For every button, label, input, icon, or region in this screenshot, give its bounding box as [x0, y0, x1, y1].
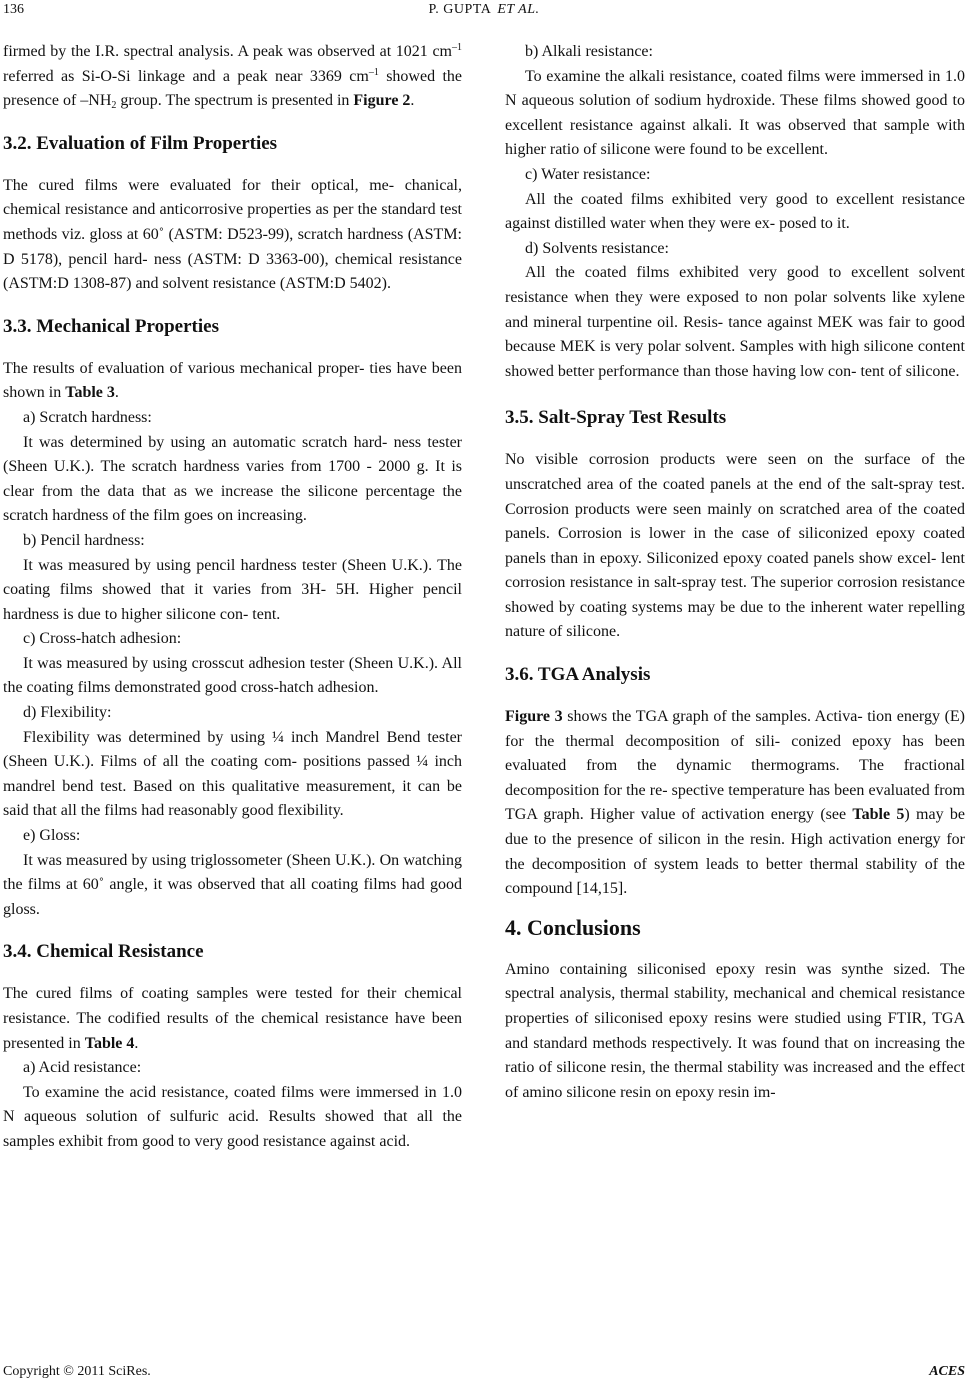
paragraph-flexibility: Flexibility was determined by using ¼ inch Mandrel Bend tester (Sheen U.K.). Films of all the coating com- positions passed ¼ inch mandrel bend test. Based on this qualitative measurement, it can be said that all the films had reasonably good flexibility.: [3, 728, 462, 820]
journal-name: ACES: [929, 1364, 965, 1379]
subheading-flexibility: d) Flexibility:: [23, 704, 112, 722]
section-heading-4: 4. Conclusions: [505, 914, 641, 940]
table-ref: Table 3: [65, 384, 115, 402]
paragraph-water: All the coated films exhibited very good to excellent resistance against distilled water when they were ex- posed to it.: [505, 190, 965, 233]
section-heading-3-5: 3.5. Salt-Spray Test Results: [505, 407, 727, 429]
subheading-scratch: a) Scratch hardness:: [23, 408, 152, 426]
right-column: [505, 40, 965, 1105]
section-heading-3-6: 3.6. TGA Analysis: [505, 664, 651, 686]
subheading-water: c) Water resistance:: [525, 165, 651, 183]
paragraph-film-properties: The cured films were evaluated for their optical, me- chanical, chemical resistance and anticorrosive properties as per the standard test methods viz. gloss at 60˚ (ASTM: D523-99), scratch hardness (ASTM: D 5178), pencil hard- ness (ASTM: D 3363-00), chemical resistance (ASTM:D 1308-87) and solvent resistance (ASTM:D 5402).: [3, 176, 462, 293]
section-heading-3-2: 3.2. Evaluation of Film Properties: [3, 132, 278, 154]
subheading-alkali: b) Alkali resistance:: [525, 43, 653, 60]
paragraph-conclusions: Amino containing siliconised epoxy resin was synthe sized. The spectral analysis, thermal stability, mechanical and chemical resistance properties of siliconised epoxy resins were studied using FTIR, TGA and standard methods respectively. It was found that on increasing the ratio of silicone resin, the thermal stability was increased and the effect of amino silicone resin on epoxy resin im-: [505, 960, 965, 1101]
table-ref: Table 4: [84, 1034, 135, 1052]
paragraph-salt-spray: No visible corrosion products were seen on the surface of the unscratched area of the coated panels at the end of the salt-spray test. Corrosion products were seen mainly on scratched area of the coated panels. Corrosion is lower in the case of siliconized epoxy coated panels than in epoxy. Siliconized epoxy coated panels show excel- lent corrosion resistance in salt-spray test. The superior corrosion resistance showed by coating systems may be due to the inherent water repelling nature of silicone.: [505, 451, 965, 641]
section-heading-3-3: 3.3. Mechanical Properties: [3, 315, 219, 337]
figure-ref: Figure 3: [505, 708, 563, 726]
paragraph-mechanical: The results of evaluation of various mechanical proper- ties have been shown in Table 3.: [3, 359, 462, 402]
subheading-solvents: d) Solvents resistance:: [525, 239, 669, 257]
page-number: 136: [3, 2, 24, 17]
paragraph-tga: Figure 3 shows the TGA graph of the samples. Activa- tion energy (E) for the thermal decomposition of sili- conized epoxy has been evaluated from the dynamic thermograms. The fractional decomposition for the re- spective temperature has been evaluated from TGA graph. Higher value of activation energy (see Table 5) may be due to the presence of silicon in the resin. High activation energy for the decomposition of system leads to better thermal stability of the compound [14,15].: [505, 708, 966, 898]
paragraph-gloss: It was measured by using triglossometer (Sheen U.K.). On watching the films at 60˚ angle, it was observed that all coating films had good gloss.: [3, 851, 462, 918]
paragraph-chemical: The cured films of coating samples were tested for their chemical resistance. The codified results of the chemical resistance have been presented in Table 4.: [3, 985, 462, 1052]
paragraph-solvents: All the coated films exhibited very good to excellent solvent resistance when they were exposed to non polar solvents like xylene and mineral turpentine oil. Resis- tance against MEK was fair to good because MEK is very polar solvent. Samples with high silicone content showed better performance than those having low con- tent of silicone.: [505, 264, 965, 380]
table-ref: Table 5: [852, 806, 905, 824]
running-authors: [0, 2, 968, 18]
subheading-gloss: e) Gloss:: [23, 827, 81, 845]
paragraph-acid: To examine the acid resistance, coated films were immersed in 1.0 N aqueous solution of sulfuric acid. Results showed that all the samples exhibit from good to very good resistance against acid.: [3, 1083, 462, 1150]
intro-paragraph: firmed by the I.R. spectral analysis. A peak was observed at 1021 $cm^{-1}$ referred as Si-O-Si linkage and a peak near 3369 $cm^{-1}$ showed the presence of $-NH_2$ group. The spectrum is presented in Figure 2.: [3, 42, 462, 112]
subheading-acid: a) Acid resistance:: [23, 1059, 142, 1077]
paragraph-pencil: It was measured by using pencil hardness tester (Sheen U.K.). The coating films showed that it varies from 3H- 5H. Higher pencil hardness is due to higher silicone con- tent.: [3, 556, 462, 623]
section-heading-3-4: 3.4. Chemical Resistance: [3, 941, 204, 963]
paragraph-scratch: It was determined by using an automatic scratch hard- ness tester (Sheen U.K.). The scratch hardness varies from 1700 - 2000 g. It is clear from the data that as we increase the silicone percentage the scratch hardness of the film goes on increasing.: [3, 433, 462, 525]
paragraph-cross-hatch: It was measured by using crosscut adhesion tester (Sheen U.K.). All the coating films demonstrated good cross-hatch adhesion.: [3, 654, 462, 697]
et-al: ET AL.: [497, 2, 540, 17]
subheading-cross-hatch: c) Cross-hatch adhesion:: [23, 630, 182, 648]
copyright-text: Copyright © 2011 SciRes.: [3, 1364, 151, 1379]
running-header: [0, 0, 968, 24]
author-name: P. GUPTA: [428, 2, 492, 17]
figure-ref: Figure 2: [353, 92, 411, 110]
left-column: [3, 40, 462, 1155]
paragraph-alkali: To examine the alkali resistance, coated films were immersed in 1.0 N aqueous solution of sodium hydroxide. These films showed good to excellent resistance against alkali. It was observed that sample with higher ratio of silicone were found to be excellent.: [505, 67, 965, 159]
subheading-pencil: b) Pencil hardness:: [23, 531, 145, 549]
